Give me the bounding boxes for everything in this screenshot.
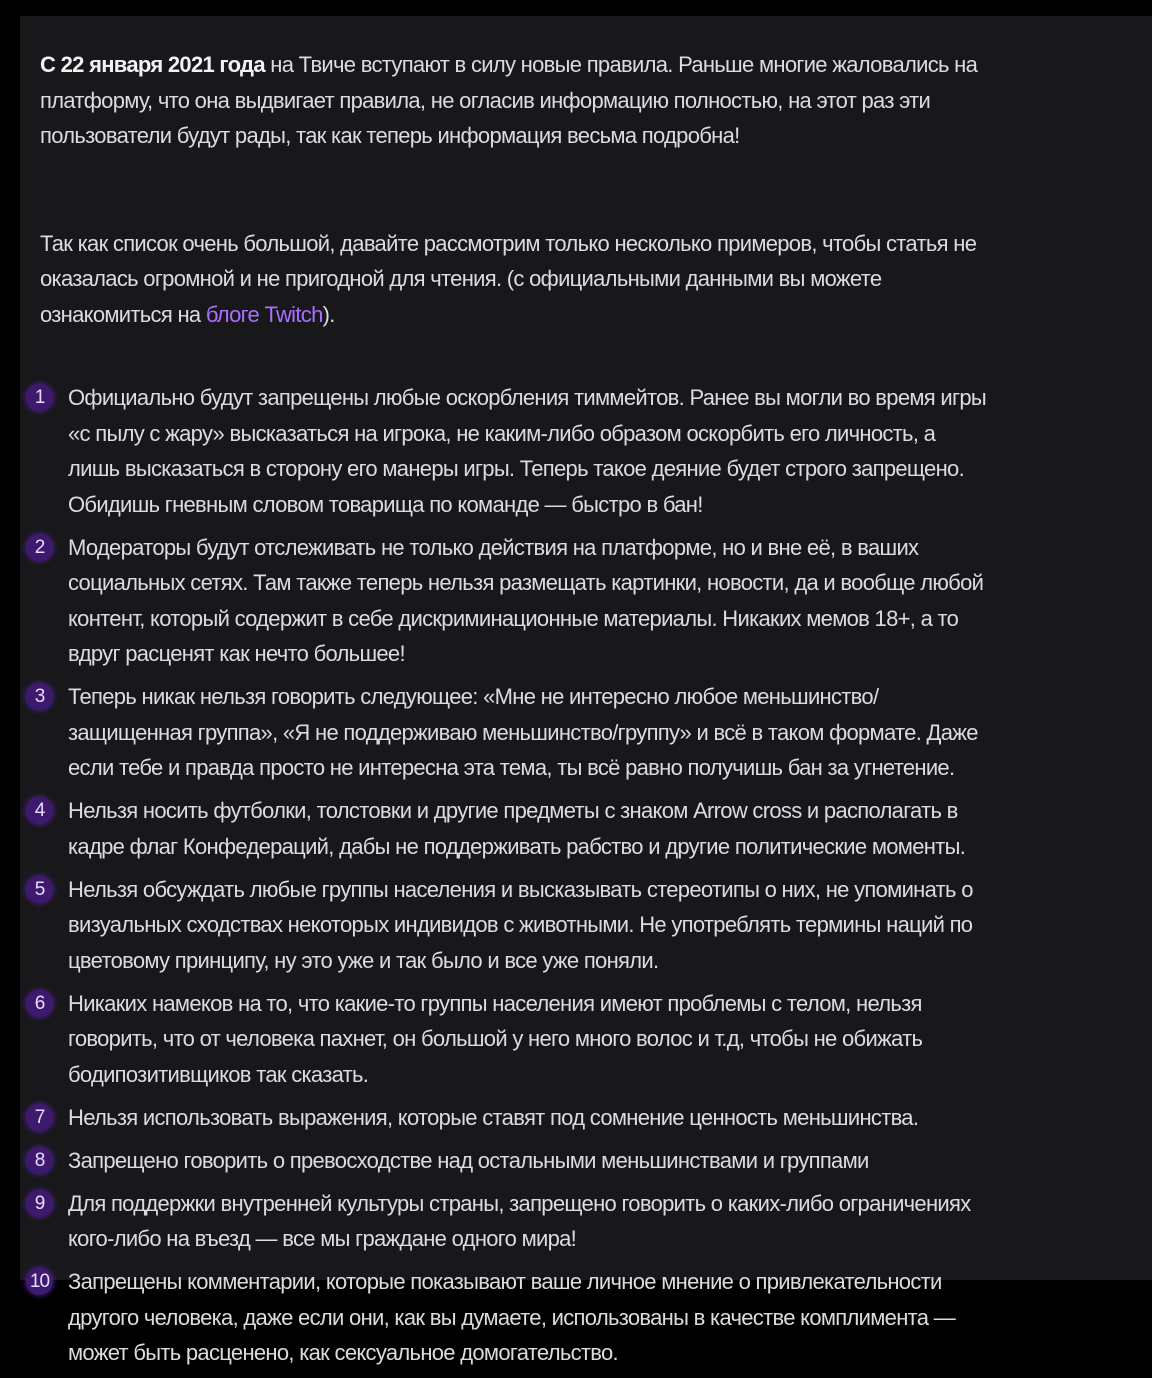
rule-text-line: Нельзя использовать выражения, которые ставят под сомнение ценность меньшинства. <box>68 1100 1130 1136</box>
rule-text-line: говорить, что от человека пахнет, он большой у него много волос и т.д, чтобы не обижать <box>68 1021 1130 1057</box>
rule-text-line: кого-либо на въезд — все мы граждане одного мира! <box>68 1221 1130 1257</box>
intro-date: С 22 января 2021 года <box>40 52 265 77</box>
rule-number-badge: 1 <box>26 384 53 411</box>
rule-item <box>40 1143 1130 1179</box>
rule-item <box>40 872 1130 979</box>
rule-text-line: вдруг расценят как нечто большее! <box>68 636 1130 672</box>
rule-text-line: может быть расценено, как сексуальное домогательство. <box>68 1335 1130 1371</box>
rule-text-line: социальных сетях. Там также теперь нельзя размещать картинки, новости, да и вообще любой <box>68 565 1130 601</box>
rule-text-line: контент, который содержит в себе дискриминационные материалы. Никаких мемов 18+, а то <box>68 601 1130 637</box>
rule-item <box>40 380 1130 522</box>
rule-number-badge: 10 <box>26 1268 53 1295</box>
intro-line: пользователи будут рады, так как теперь информация весьма подробна! <box>40 118 1130 154</box>
rule-number-badge: 5 <box>26 876 53 903</box>
rule-text-line: Обидишь гневным словом товарища по команде — быстро в бан! <box>68 487 1130 523</box>
note-text: ). <box>323 302 335 327</box>
rule-text-line: Теперь никак нельзя говорить следующее: «Мне не интересно любое меньшинство/ <box>68 679 1130 715</box>
rule-number-badge: 3 <box>26 683 53 710</box>
intro-text: на Твиче вступают в силу новые правила. Раньше многие жаловались на <box>265 52 977 77</box>
note-text: ознакомиться на <box>40 302 206 327</box>
rule-text-line: другого человека, даже если они, как вы думаете, использованы в качестве комплимента — <box>68 1300 1130 1336</box>
rule-number-badge: 7 <box>26 1104 53 1131</box>
rule-text-line: визуальных сходствах некоторых индивидов с животными. Не употреблять термины наций по <box>68 907 1130 943</box>
rule-text-line: Модераторы будут отслеживать не только действия на платформе, но и вне её, в ваших <box>68 530 1130 566</box>
rule-item <box>40 793 1130 864</box>
intro-line: платформу, что она выдвигает правила, не огласив информацию полностью, на этот раз эти <box>40 83 1130 119</box>
rule-number-badge: 6 <box>26 990 53 1017</box>
rule-item <box>40 1100 1130 1136</box>
rule-text-line: лишь высказаться в сторону его манеры игры. Теперь такое деяние будет строго запрещено. <box>68 451 1130 487</box>
intro-line <box>40 47 1130 83</box>
rule-item <box>40 986 1130 1093</box>
rules-list <box>40 380 1130 1371</box>
rule-item <box>40 530 1130 672</box>
note-line: Так как список очень большой, давайте рассмотрим только несколько примеров, чтобы статья не <box>40 226 1130 262</box>
rule-text-line: защищенная группа», «Я не поддерживаю меньшинство/группу» и всё в таком формате. Даже <box>68 715 1130 751</box>
rule-number-badge: 2 <box>26 534 53 561</box>
note-line <box>40 297 1130 333</box>
rule-text-line: Нельзя носить футболки, толстовки и другие предметы с знаком Arrow cross и располагать в <box>68 793 1130 829</box>
rule-number-badge: 8 <box>26 1147 53 1174</box>
rule-text-line: кадре флаг Конфедераций, дабы не поддерживать рабство и другие политические моменты. <box>68 829 1130 865</box>
rule-text-line: Для поддержки внутренней культуры страны, запрещено говорить о каких-либо ограничениях <box>68 1186 1130 1222</box>
twitch-blog-link[interactable]: блоге Twitch <box>206 302 323 327</box>
rule-text-line: цветовому принципу, ну это уже и так было и все уже поняли. <box>68 943 1130 979</box>
rule-text-line: бодипозитивщиков так сказать. <box>68 1057 1130 1093</box>
rule-number-badge: 9 <box>26 1190 53 1217</box>
rule-text-line: Официально будут запрещены любые оскорбления тиммейтов. Ранее вы могли во время игры <box>68 380 1130 416</box>
rule-text-line: Нельзя обсуждать любые группы населения и высказывать стереотипы о них, не упоминать о <box>68 872 1130 908</box>
rule-number-badge: 4 <box>26 797 53 824</box>
rule-item <box>40 1186 1130 1257</box>
rule-text-line: если тебе и правда просто не интересна эта тема, ты всё равно получишь бан за угнетение. <box>68 750 1130 786</box>
rule-text-line: Никаких намеков на то, что какие-то группы населения имеют проблемы с телом, нельзя <box>68 986 1130 1022</box>
note-line: оказалась огромной и не пригодной для чтения. (с официальными данными вы можете <box>40 261 1130 297</box>
rule-text-line: Запрещены комментарии, которые показывают ваше личное мнение о привлекательности <box>68 1264 1130 1300</box>
article-body <box>40 23 1130 1378</box>
rule-text-line: Запрещено говорить о превосходстве над остальными меньшинствами и группами <box>68 1143 1130 1179</box>
rule-item <box>40 679 1130 786</box>
rule-text-line: «с пылу с жару» высказаться на игрока, не каким-либо образом оскорбить его личность, а <box>68 416 1130 452</box>
